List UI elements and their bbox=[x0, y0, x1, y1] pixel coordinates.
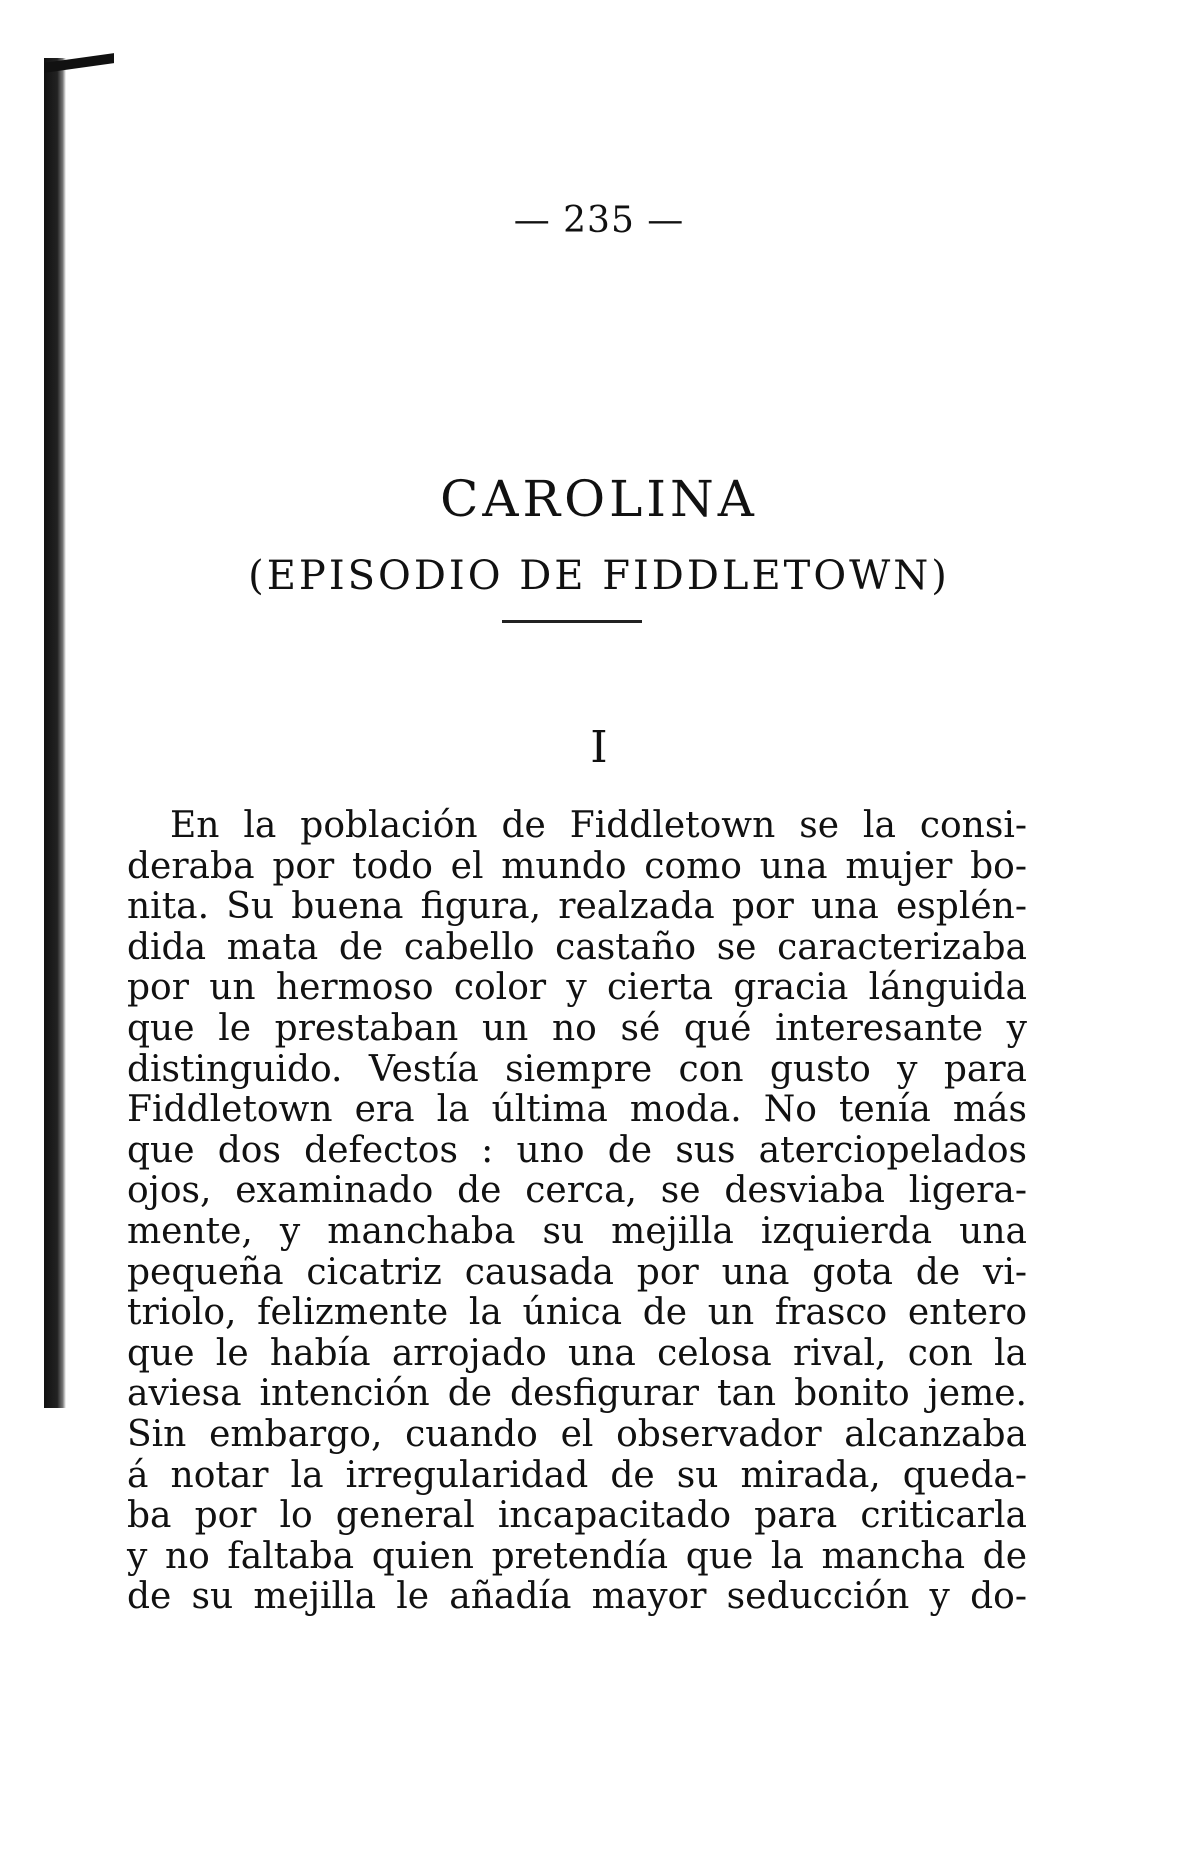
story-subtitle: (EPISODIO DE FIDDLETOWN) bbox=[248, 553, 950, 599]
body-line: ojos, examinado de cerca, se desviaba ligera- bbox=[127, 1170, 1027, 1212]
body-line: que le prestaban un no sé qué interesante y bbox=[127, 1007, 1027, 1049]
page-binding-corner bbox=[44, 53, 114, 73]
body-line: por un hermoso color y cierta gracia lánguida bbox=[127, 967, 1027, 1009]
body-line: dida mata de cabello castaño se caracterizaba bbox=[127, 926, 1027, 968]
page-number: — 235 — bbox=[513, 200, 685, 241]
body-line: En la población de Fiddletown se la consi- bbox=[170, 805, 1027, 846]
body-line: que dos defectos : uno de sus aterciopelados bbox=[127, 1129, 1027, 1171]
body-line: Fiddletown era la última moda. No tenía más bbox=[127, 1089, 1027, 1131]
body-line: mente, y manchaba su mejilla izquierda una bbox=[127, 1210, 1027, 1252]
body-line: distinguido. Vestía siempre con gusto y para bbox=[127, 1048, 1027, 1090]
body-line: de su mejilla le añadía mayor seducción y do- bbox=[127, 1576, 1027, 1618]
body-line: triolo, felizmente la única de un frasco entero bbox=[127, 1292, 1027, 1334]
body-line: nita. Su buena figura, realzada por una esplén- bbox=[127, 886, 1027, 928]
body-line: y no faltaba quien pretendía que la mancha de bbox=[127, 1535, 1027, 1577]
title-divider bbox=[502, 620, 642, 623]
chapter-number: I bbox=[590, 722, 608, 773]
body-text bbox=[127, 806, 1027, 1618]
body-line: deraba por todo el mundo como una mujer bo- bbox=[127, 845, 1027, 887]
body-line: aviesa intención de desfigurar tan bonito jeme. bbox=[127, 1373, 1027, 1415]
body-line: pequeña cicatriz causada por una gota de vi- bbox=[127, 1251, 1027, 1293]
body-line: ba por lo general incapacitado para criticarla bbox=[127, 1495, 1027, 1537]
story-title: CAROLINA bbox=[440, 470, 758, 528]
body-line: á notar la irregularidad de su mirada, queda- bbox=[127, 1454, 1027, 1496]
body-line: Sin embargo, cuando el observador alcanzaba bbox=[127, 1413, 1027, 1455]
body-line: que le había arrojado una celosa rival, con la bbox=[127, 1332, 1027, 1374]
